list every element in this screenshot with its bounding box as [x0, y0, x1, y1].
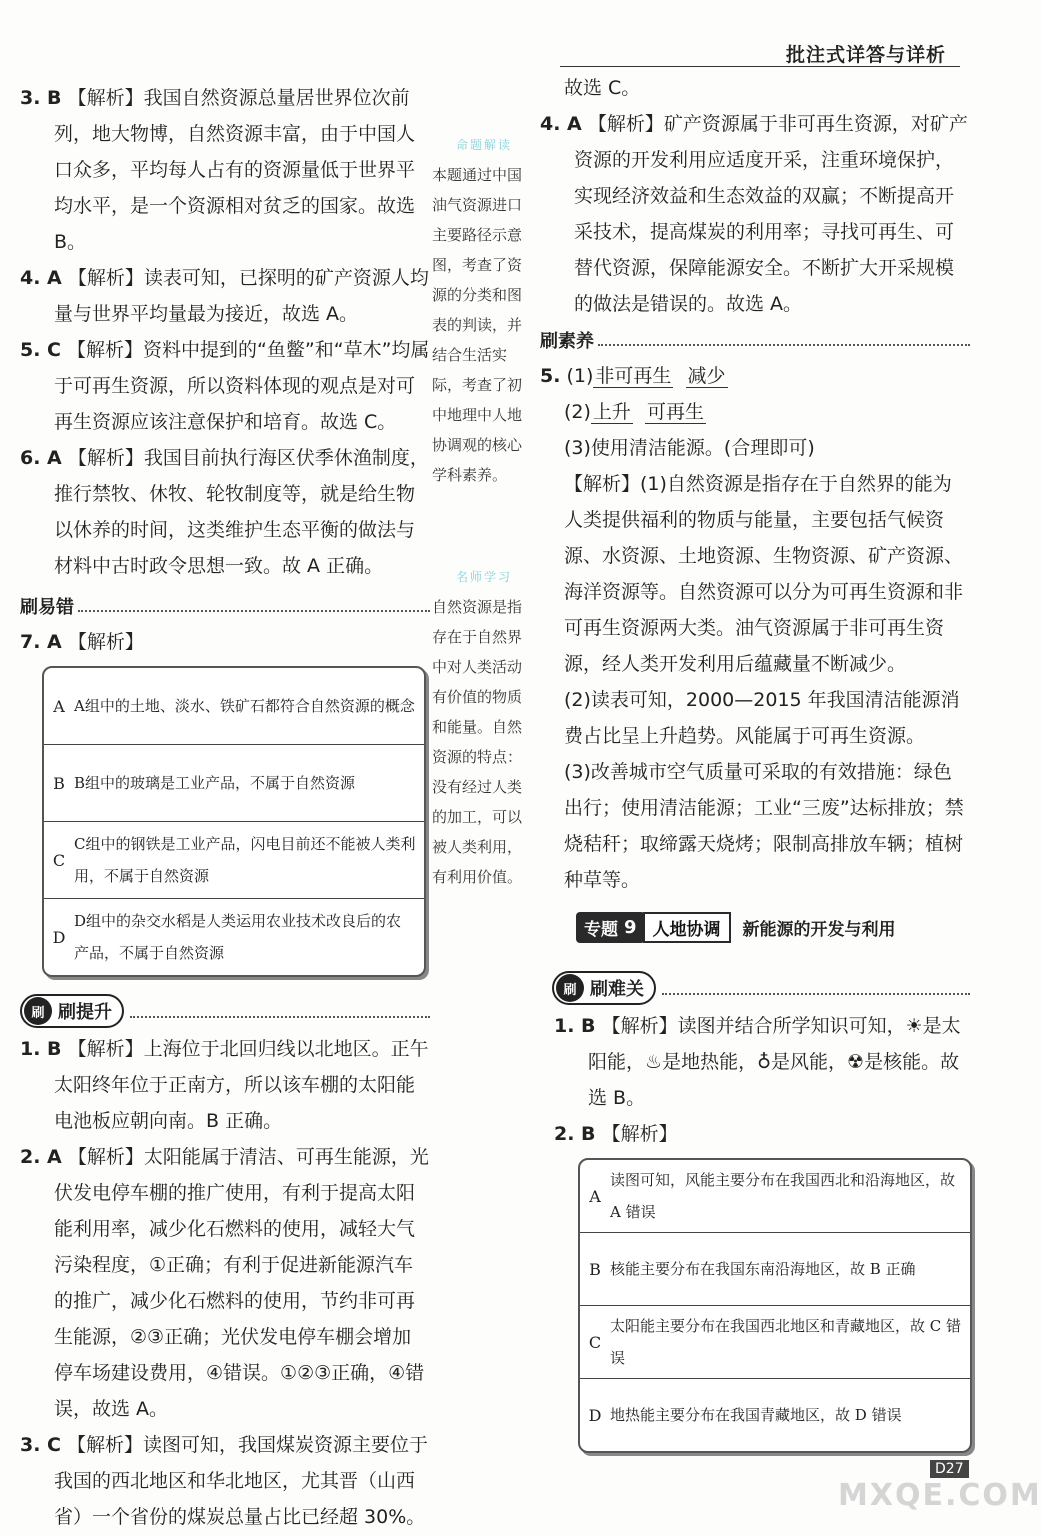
topic-number: 9 — [624, 916, 637, 938]
answer-number: 1. B — [554, 1015, 596, 1037]
sub-answer-3: (3)使用清洁能源。(合理即可) — [564, 437, 815, 459]
side-note-title: 命题解读 — [455, 138, 512, 152]
option-text: 核能主要分布在我国东南沿海地区，故 B 正确 — [610, 1260, 916, 1278]
section-suyang — [540, 322, 970, 358]
level-title: 刷难关 — [590, 979, 644, 1000]
sub-label: (2) — [564, 401, 591, 423]
page-number: D27 — [930, 1460, 969, 1478]
side-note-text: 本题通过中国油气资源进口主要路径示意图，考查了资源的分类和图表的判读，并结合生活实际，考查了初中地理中人地协调观的核心学科素养。 — [432, 166, 523, 484]
answer-text: 【解析】 — [67, 631, 144, 653]
level-icon: 刷 — [556, 974, 584, 1002]
answer-text: 【解析】 — [601, 1123, 678, 1145]
dotted-line — [598, 334, 970, 346]
option-letter: D — [588, 1405, 602, 1425]
blank-answer: 上升 — [592, 401, 631, 423]
box-row — [580, 1160, 970, 1232]
right-column — [540, 70, 970, 1453]
answer-text: 【解析】读图可知，我国煤炭资源主要位于我国的西北地区和华北地区，尤其晋（山西省）一个省份的煤炭总量占比已经超 30%。 — [54, 1434, 429, 1528]
option-letter: C — [52, 850, 66, 870]
level-title: 刷提升 — [58, 1002, 112, 1023]
box-row — [44, 821, 424, 898]
answer-text: 是风能， — [771, 1051, 848, 1073]
analysis-paragraph: (2)读表可知，2000—2015 年我国清洁能源消费占比呈上升趋势。风能属于可再生资源。 — [564, 689, 960, 747]
topic-banner — [540, 910, 970, 944]
box-row — [44, 668, 424, 744]
nuclear-icon: ☢ — [847, 1051, 865, 1073]
answer-text: 【解析】读表可知，已探明的矿产资源人均量与世界平均量最为接近，故选 A。 — [54, 267, 429, 325]
analysis-box-q2 — [578, 1158, 972, 1453]
option-letter: A — [589, 1186, 601, 1206]
topic-label: 专题 — [584, 919, 618, 940]
answer-7 — [20, 624, 430, 660]
side-note-text: 自然资源是指存在于自然界中对人类活动有价值的物质和能量。自然资源的特点：没有经过人类的加工，可以被人类利用，有利用价值。 — [432, 598, 523, 886]
box-row — [44, 744, 424, 821]
box-row — [580, 1232, 970, 1305]
analysis-paragraph: (3)改善城市空气质量可采取的有效措施：绿色出行；使用清洁能源；工业“三废”达标排放；禁烧秸秆；取缔露天烧烤；限制高排放车辆；植树种草等。 — [564, 761, 964, 891]
analysis-paragraph: 【解析】(1)自然资源是指存在于自然界的能为人类提供福利的物质与能量，主要包括气候资源、水资源、土地资源、生物资源、矿产资源、海洋资源等。自然资源可以分为可再生资源和非可再生资源两大类。油气资源属于非可再生资源，经人类开发利用后蕴藏量不断减少。 — [564, 473, 964, 675]
answer-number: 2. B — [554, 1123, 596, 1145]
level-badge — [20, 994, 124, 1028]
section-title: 刷易错 — [20, 597, 74, 618]
continued-text: 故选 C。 — [564, 77, 641, 99]
box-row — [580, 1378, 970, 1451]
answer-text: 【解析】矿产资源属于非可再生资源，对矿产资源的开发利用应适度开采，注重环境保护，实现经济效益和生态效益的双赢；不断提高开采技术，提高煤炭的利用率；寻找可再生、可替代资源，保障能源安全。不断扩大开采规模的做法是错误的。故选 A。 — [574, 113, 968, 315]
answer-text: 是太阳能， — [588, 1015, 961, 1073]
analysis-box-q7 — [42, 666, 426, 977]
level-tisheng — [20, 991, 430, 1031]
answer-text: 是地热能， — [662, 1051, 758, 1073]
option-letter: A — [53, 696, 65, 716]
section-title: 刷素养 — [540, 331, 594, 352]
blank-answer: 非可再生 — [595, 365, 672, 387]
answer-text: 是核能。故选 B。 — [588, 1051, 960, 1109]
answer-number: 7. A — [20, 631, 62, 653]
answer-4r — [540, 106, 970, 322]
level-icon: 刷 — [24, 997, 52, 1025]
page-header-title: 批注式详答与详析 — [785, 44, 946, 66]
answer-number: 5. C — [20, 339, 61, 361]
answer-text: 【解析】上海位于北回归线以北地区。正午太阳终年位于正南方，所以该车棚的太阳能电池板应朝向南。B 正确。 — [54, 1038, 429, 1132]
side-note-2 — [432, 562, 536, 892]
answer-3b — [20, 1427, 430, 1535]
answer-1 — [20, 1031, 430, 1139]
level-badge — [552, 971, 656, 1005]
answer-number: 3. B — [20, 87, 62, 109]
box-row — [580, 1305, 970, 1378]
blank-answer: 减少 — [687, 365, 726, 387]
wind-icon: ♁ — [757, 1051, 771, 1073]
answer-number: 5. — [540, 365, 561, 387]
topic-badge — [576, 912, 645, 943]
side-note-1 — [432, 130, 536, 490]
option-letter: C — [588, 1332, 602, 1352]
answer-number: 4. A — [20, 267, 62, 289]
dotted-line — [662, 981, 970, 995]
option-text: 太阳能主要分布在我国西北地区和青藏地区，故 C 错误 — [610, 1317, 962, 1367]
option-letter: B — [53, 773, 65, 793]
answer-5r — [540, 358, 970, 898]
watermark: MXQE.COM — [838, 1478, 1042, 1513]
answer-text: 【解析】我国自然资源总量居世界位次前列，地大物博，自然资源丰富，由于中国人口众多，平均每人占有的资源量低于世界平均水平，是一个资源相对贫乏的国家。故选 B。 — [54, 87, 416, 253]
answer-2 — [20, 1139, 430, 1427]
geothermal-icon: ♨ — [645, 1051, 663, 1073]
sub-answer-2 — [540, 394, 970, 430]
side-note-title: 名师学习 — [455, 570, 512, 584]
topic-tag: 人地协调 — [643, 912, 731, 943]
option-letter: B — [589, 1259, 601, 1279]
topic-title: 新能源的开发与利用 — [742, 919, 896, 940]
left-column — [20, 80, 430, 1535]
answer-3 — [20, 80, 430, 260]
answer-number: 6. A — [20, 447, 62, 469]
answer-text: 【解析】我国目前执行海区伏季休渔制度，推行禁牧、休牧、轮牧制度等，就是给生物以休养的时间，这类维护生态平衡的做法与材料中古时政令思想一致。故 A 正确。 — [54, 447, 429, 577]
answer-4 — [20, 260, 430, 332]
header-divider — [560, 66, 960, 67]
dotted-line — [130, 1004, 430, 1018]
box-row — [44, 898, 424, 975]
answer-number: 4. A — [540, 113, 582, 135]
sub-answer-1 — [540, 358, 970, 394]
sub-label: (1) — [566, 365, 594, 387]
option-text: 地热能主要分布在我国青藏地区，故 D 错误 — [610, 1406, 902, 1424]
blank-answer: 可再生 — [647, 401, 705, 423]
option-text: A组中的土地、淡水、铁矿石都符合自然资源的概念 — [74, 697, 415, 715]
level-nanguan — [540, 968, 970, 1008]
answer-6 — [20, 440, 430, 584]
answer-text: 【解析】太阳能属于清洁、可再生能源，光伏发电停车棚的推广使用，有利于提高太阳能利用率，减少化石燃料的使用，减轻大气污染程度，①正确；有利于促进新能源汽车的推广，减少化石燃料的使用，节约非可再生能源，②③正确；光伏发电停车棚会增加停车场建设费用，④错误。①②③正确，④错误，故选 A。 — [54, 1146, 429, 1420]
answer-5 — [20, 332, 430, 440]
answer-2r — [540, 1116, 970, 1152]
answer-number: 2. A — [20, 1146, 62, 1168]
sun-icon: ☀ — [905, 1015, 923, 1037]
answer-1r — [540, 1008, 970, 1116]
option-letter: D — [52, 927, 66, 947]
option-text: D组中的杂交水稻是人类运用农业技术改良后的农产品，不属于自然资源 — [74, 912, 402, 962]
answer-number: 3. C — [20, 1434, 61, 1456]
section-yicuo — [20, 588, 430, 624]
answer-number: 1. B — [20, 1038, 62, 1060]
option-text: 读图可知，风能主要分布在我国西北和沿海地区，故 A 错误 — [610, 1171, 956, 1221]
option-text: B组中的玻璃是工业产品，不属于自然资源 — [74, 774, 356, 792]
option-text: C组中的钢铁是工业产品，闪电目前还不能被人类利用，不属于自然资源 — [74, 835, 416, 885]
answer-text: 【解析】资料中提到的“鱼鳖”和“草木”均属于可再生资源，所以资料体现的观点是对可再生资源应该注意保护和培育。故选 C。 — [54, 339, 430, 433]
dotted-line — [78, 600, 430, 612]
answer-text: 【解析】读图并结合所学知识可知， — [601, 1015, 906, 1037]
